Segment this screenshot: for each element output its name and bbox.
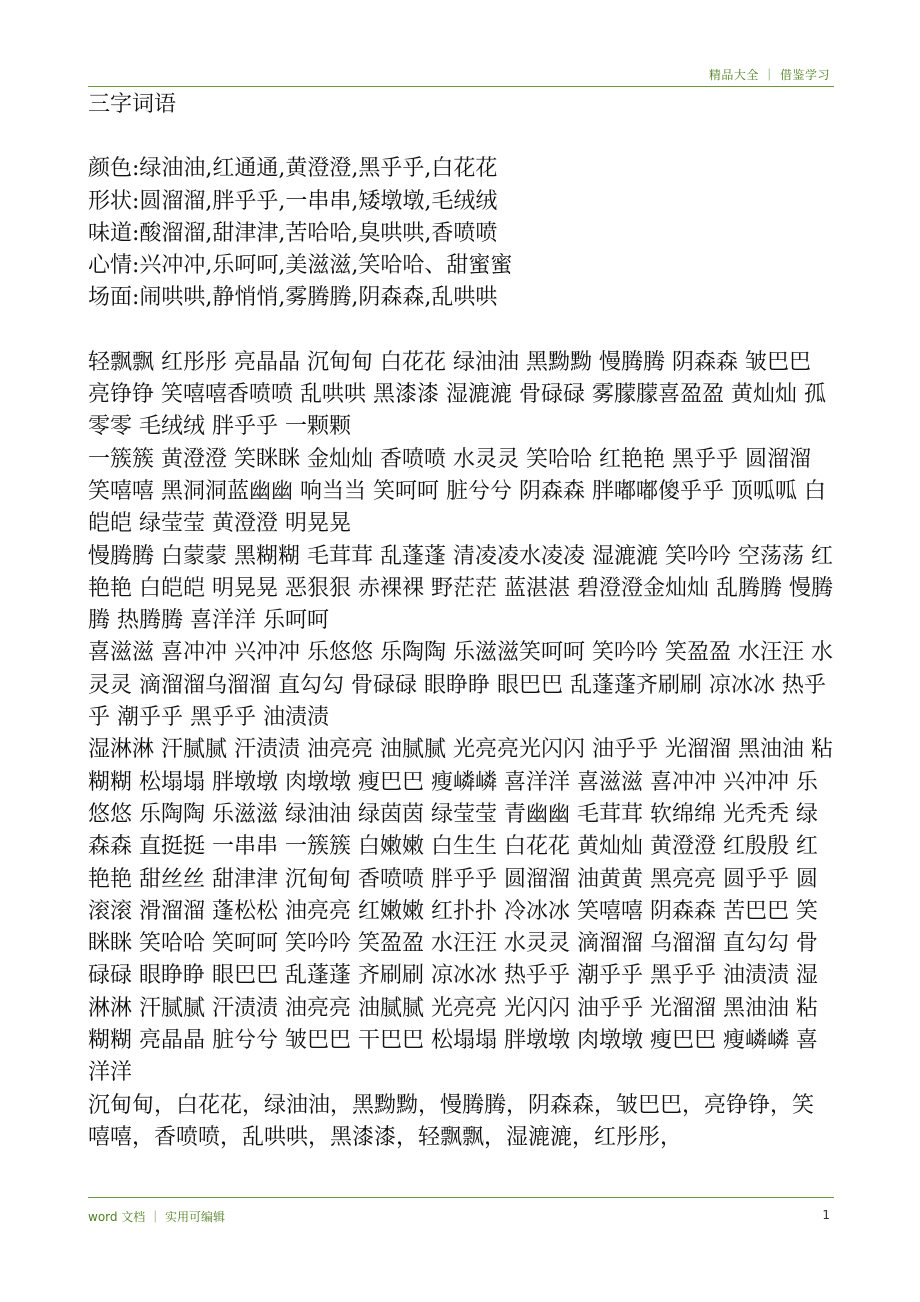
page-number: 1 xyxy=(822,1208,830,1222)
word-paragraph: 一簇簇 黄澄澄 笑眯眯 金灿灿 香喷喷 水灵灵 笑哈哈 红艳艳 黑乎乎 圆溜溜 笑嘻嘻 黑洞洞蓝幽幽 响当当 笑呵呵 脏兮兮 阴森森 胖嘟嘟傻乎乎 顶呱呱 白皑皑 绿莹莹 黄澄澄 明晃晃 xyxy=(88,446,826,537)
header-text: 精品大全 ｜ 借鉴学习 xyxy=(708,68,830,82)
word-paragraph: 轻飘飘 红彤彤 亮晶晶 沉甸甸 白花花 绿油油 黑黝黝 慢腾腾 阴森森 皱巴巴 亮铮铮 笑嘻嘻香喷喷 乱哄哄 黑漆漆 湿漉漉 骨碌碌 雾朦朦喜盈盈 黄灿灿 孤零零 毛绒绒 胖乎乎 一颗颗 xyxy=(88,349,826,440)
category-line: 场面:闹哄哄,静悄悄,雾腾腾,阴森森,乱哄哄 xyxy=(88,285,498,311)
footer-text: word 文档 ｜ 实用可编辑 xyxy=(88,1210,225,1224)
category-list xyxy=(88,153,834,314)
word-paragraph: 沉甸甸，白花花，绿油油，黑黝黝，慢腾腾，阴森森，皱巴巴，亮铮铮，笑嘻嘻，香喷喷，乱哄哄，黑漆漆，轻飘飘，湿漉漉，红彤彤， xyxy=(88,1092,815,1150)
word-paragraph: 喜滋滋 喜冲冲 兴冲冲 乐悠悠 乐陶陶 乐滋滋笑呵呵 笑吟吟 笑盈盈 水汪汪 水灵灵 滴溜溜乌溜溜 直勾勾 骨碌碌 眼睁睁 眼巴巴 乱蓬蓬齐刷刷 凉冰冰 热乎乎 潮乎乎 黑乎乎 油渍渍 xyxy=(88,640,833,731)
document-title: 三字词语 xyxy=(88,92,177,117)
page-footer xyxy=(88,1197,834,1228)
category-line: 心情:兴冲冲,乐呵呵,美滋滋,笑哈哈、甜蜜蜜 xyxy=(88,253,513,279)
document-body xyxy=(88,89,834,1154)
word-paragraph: 湿淋淋 汗腻腻 汗渍渍 油亮亮 油腻腻 光亮亮光闪闪 油乎乎 光溜溜 黑油油 粘糊糊 松塌塌 胖墩墩 肉墩墩 瘦巴巴 瘦嶙嶙 喜洋洋 喜滋滋 喜冲冲 兴冲冲 乐悠悠 乐陶陶 乐滋滋 绿油油 绿茵茵 绿莹莹 青幽幽 毛茸茸 软绵绵 光秃秃 绿森森 直挺挺 一串串 一簇簇 白嫩嫩 白生生 白花花 黄灿灿 黄澄澄 红殷殷 红艳艳 甜丝丝 甜津津 沉甸甸 香喷喷 胖乎乎 圆溜溜 油黄黄 黑亮亮 圆乎乎 圆滚滚 滑溜溜 蓬松松 油亮亮 红嫩嫩 红扑扑 冷冰冰 笑嘻嘻 阴森森 苦巴巴 笑眯眯 笑哈哈 笑呵呵 笑吟吟 笑盈盈 水汪汪 水灵灵 滴溜溜 乌溜溜 直勾勾 骨碌碌 眼睁睁 眼巴巴 乱蓬蓬 齐刷刷 凉冰冰 热乎乎 潮乎乎 黑乎乎 油渍渍 湿淋淋 汗腻腻 汗渍渍 油亮亮 油腻腻 光亮亮 光闪闪 油乎乎 光溜溜 黑油油 粘糊糊 亮晶晶 脏兮兮 皱巴巴 干巴巴 松塌塌 胖墩墩 肉墩墩 瘦巴巴 瘦嶙嶙 喜洋洋 xyxy=(88,737,833,1086)
category-line: 味道:酸溜溜,甜津津,苦哈哈,臭哄哄,香喷喷 xyxy=(88,220,498,246)
page-header xyxy=(88,58,834,87)
word-paragraph: 慢腾腾 白蒙蒙 黑糊糊 毛茸茸 乱蓬蓬 清凌凌水凌凌 湿漉漉 笑吟吟 空荡荡 红艳艳 白皑皑 明晃晃 恶狠狠 赤裸裸 野茫茫 蓝湛湛 碧澄澄金灿灿 乱腾腾 慢腾腾 热腾腾 喜洋洋 乐呵呵 xyxy=(88,543,833,634)
category-line: 颜色:绿油油,红通通,黄澄澄,黑乎乎,白花花 xyxy=(88,156,498,182)
category-line: 形状:圆溜溜,胖乎乎,一串串,矮墩墩,毛绒绒 xyxy=(88,188,498,214)
